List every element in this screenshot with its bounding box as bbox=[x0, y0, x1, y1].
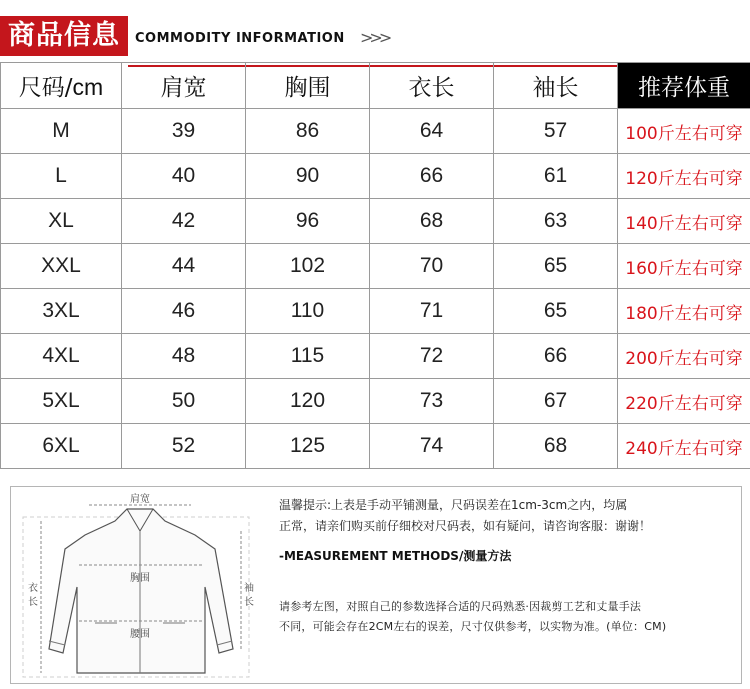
cell-shoulder: 50 bbox=[122, 379, 246, 424]
label-sleeve-2: 长 bbox=[244, 597, 254, 608]
table-row bbox=[1, 379, 750, 424]
cell-chest: 86 bbox=[246, 109, 370, 154]
cell-shoulder: 52 bbox=[122, 424, 246, 469]
cell-length: 70 bbox=[370, 244, 494, 289]
reference-line-1: 请参考左图，对照自己的参数选择合适的尺码熟悉·因裁剪工艺和丈量手法 bbox=[279, 600, 642, 613]
header-sleeve: 袖长 bbox=[494, 63, 618, 109]
cell-sleeve: 66 bbox=[494, 334, 618, 379]
header-size bbox=[1, 63, 122, 109]
table-header-row bbox=[1, 63, 750, 109]
table-row bbox=[1, 289, 750, 334]
cell-size: 6XL bbox=[1, 424, 122, 469]
label-sleeve-1: 袖 bbox=[244, 583, 254, 594]
reference-line-2: 不同，可能会存在2CM左右的误差，尺寸仅供参考，以实物为准。(单位：CM) bbox=[279, 620, 667, 633]
cell-sleeve: 61 bbox=[494, 154, 618, 199]
cell-sleeve: 65 bbox=[494, 244, 618, 289]
cell-shoulder: 40 bbox=[122, 154, 246, 199]
jacket-outline bbox=[49, 509, 233, 673]
cell-chest: 120 bbox=[246, 379, 370, 424]
cell-recommend: 180斤左右可穿 bbox=[618, 289, 750, 334]
cell-recommend: 100斤左右可穿 bbox=[618, 109, 750, 154]
header-shoulder: 肩宽 bbox=[122, 63, 246, 109]
label-waist: 腰围 bbox=[130, 629, 150, 640]
reference-text bbox=[279, 597, 735, 637]
cell-chest: 102 bbox=[246, 244, 370, 289]
cell-size: 4XL bbox=[1, 334, 122, 379]
cell-shoulder: 46 bbox=[122, 289, 246, 334]
measurement-notes bbox=[279, 495, 735, 637]
cell-length: 71 bbox=[370, 289, 494, 334]
cell-chest: 96 bbox=[246, 199, 370, 244]
cell-chest: 125 bbox=[246, 424, 370, 469]
cell-size: 5XL bbox=[1, 379, 122, 424]
cell-size: XL bbox=[1, 199, 122, 244]
cell-length: 68 bbox=[370, 199, 494, 244]
cell-size: 3XL bbox=[1, 289, 122, 334]
label-length-1: 衣 bbox=[28, 583, 38, 594]
cell-shoulder: 44 bbox=[122, 244, 246, 289]
header-chest: 胸围 bbox=[246, 63, 370, 109]
chevrons-icon: >>> bbox=[360, 28, 389, 47]
cell-length: 66 bbox=[370, 154, 494, 199]
table-row bbox=[1, 244, 750, 289]
cell-chest: 110 bbox=[246, 289, 370, 334]
table-row bbox=[1, 199, 750, 244]
jacket-diagram bbox=[19, 491, 259, 679]
cell-size: M bbox=[1, 109, 122, 154]
label-shoulder: 肩宽 bbox=[130, 494, 150, 505]
header-size-sep: / bbox=[64, 75, 73, 101]
table-row bbox=[1, 424, 750, 469]
cell-chest: 115 bbox=[246, 334, 370, 379]
cell-recommend: 220斤左右可穿 bbox=[618, 379, 750, 424]
cell-recommend: 200斤左右可穿 bbox=[618, 334, 750, 379]
tip-line-1: 温馨提示:上表是手动平铺测量，尺码误差在1cm-3cm之内，均属 bbox=[279, 498, 628, 512]
cell-length: 74 bbox=[370, 424, 494, 469]
section-title-en: COMMODITY INFORMATION bbox=[135, 31, 345, 46]
cell-sleeve: 63 bbox=[494, 199, 618, 244]
header-recommend-weight: 推荐体重 bbox=[618, 63, 750, 109]
cell-sleeve: 65 bbox=[494, 289, 618, 334]
cell-chest: 90 bbox=[246, 154, 370, 199]
cell-sleeve: 67 bbox=[494, 379, 618, 424]
cell-length: 72 bbox=[370, 334, 494, 379]
cell-sleeve: 57 bbox=[494, 109, 618, 154]
section-header bbox=[0, 16, 750, 56]
table-row bbox=[1, 334, 750, 379]
cell-length: 73 bbox=[370, 379, 494, 424]
cell-shoulder: 48 bbox=[122, 334, 246, 379]
cell-recommend: 240斤左右可穿 bbox=[618, 424, 750, 469]
size-chart-table bbox=[0, 62, 750, 469]
cell-sleeve: 68 bbox=[494, 424, 618, 469]
measurement-methods-title: -MEASUREMENT METHODS/测量方法 bbox=[279, 549, 512, 563]
cell-recommend: 160斤左右可穿 bbox=[618, 244, 750, 289]
measurement-panel bbox=[10, 486, 742, 684]
table-row bbox=[1, 154, 750, 199]
cell-recommend: 120斤左右可穿 bbox=[618, 154, 750, 199]
table-row bbox=[1, 109, 750, 154]
cell-size: XXL bbox=[1, 244, 122, 289]
cell-shoulder: 39 bbox=[122, 109, 246, 154]
cell-recommend: 140斤左右可穿 bbox=[618, 199, 750, 244]
header-size-unit: cm bbox=[72, 74, 104, 100]
section-title-cn: 商品信息 bbox=[0, 16, 128, 56]
cell-shoulder: 42 bbox=[122, 199, 246, 244]
tip-line-2: 正常，请亲们购买前仔细校对尺码表，如有疑问，请咨询客服：谢谢！ bbox=[279, 519, 652, 533]
cell-length: 64 bbox=[370, 109, 494, 154]
cell-size: L bbox=[1, 154, 122, 199]
label-chest: 胸围 bbox=[130, 573, 150, 584]
label-length-2: 长 bbox=[28, 597, 38, 608]
header-size-label: 尺码 bbox=[18, 75, 65, 101]
header-length: 衣长 bbox=[370, 63, 494, 109]
